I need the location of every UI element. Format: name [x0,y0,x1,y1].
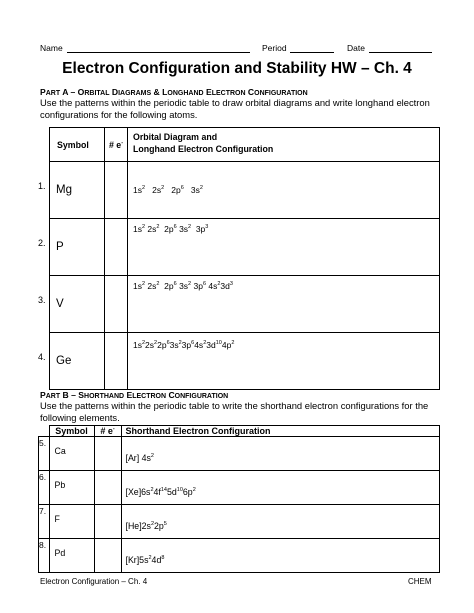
symbol-cell: P [50,219,105,276]
part-a-instructions: Use the patterns within the periodic table to draw orbital diagrams and write longhand electron configurations for the following atoms. [40,97,430,120]
col-config-header: Shorthand Electron Configuration [121,426,440,437]
electron-count-cell[interactable] [94,471,121,505]
config-cell[interactable]: $1s^22s^22p^63s^23p^64s^23d^{10}4p^2$ [128,333,440,390]
config-cell[interactable]: [Ar] $4s^2$ [121,437,440,471]
col-symbol-header: Symbol [50,128,105,162]
electron-count-cell[interactable] [105,276,128,333]
corner-cell [39,426,50,437]
row-number: 4. [38,352,46,362]
footer-left: Electron Configuration – Ch. 4 [40,577,148,586]
symbol-cell: V [50,276,105,333]
period-label: Period [262,43,287,53]
part-a-heading: PART A – ORBITAL DIAGRAMS & LONGHAND ELECTRON CONFIGURATION [40,87,308,97]
config-cell[interactable]: $1s^2$ $2s^2$ $2p^6$ $3s^2$ [128,162,440,219]
symbol-cell: Pd [49,539,94,573]
config-cell[interactable]: $[Xe]6s^24f^{14}5d^{10}6p^2$ [121,471,440,505]
name-field[interactable] [67,52,250,53]
page-title: Electron Configuration and Stability HW – Ch. 4 [62,60,412,77]
electron-count-cell[interactable] [105,162,128,219]
table-row [39,471,440,505]
col-symbol-header: Symbol [49,426,94,437]
symbol-cell: Ge [50,333,105,390]
symbol-cell: F [49,505,94,539]
part-b-table [38,425,440,573]
row-number: 1. [38,181,46,191]
config-cell[interactable]: $[He]2s^22p^5$ [121,505,440,539]
row-number: 6. [39,471,50,505]
table-row [39,505,440,539]
name-label: Name [40,43,63,53]
date-field[interactable] [369,52,432,53]
date-label: Date [347,43,365,53]
col-electrons-header: # e- [105,128,128,162]
row-number: 5. [39,437,50,471]
symbol-cell: Pb [49,471,94,505]
table-row [50,162,440,219]
electron-count-cell[interactable] [94,437,121,471]
electron-count-cell[interactable] [105,333,128,390]
row-number: 7. [39,505,50,539]
symbol-cell: Ca [49,437,94,471]
part-a-table [49,127,440,390]
table-row [39,437,440,471]
part-b-instructions: Use the patterns within the periodic table to write the shorthand electron configurations for the following elements. [40,400,429,423]
electron-count-cell[interactable] [105,219,128,276]
config-cell[interactable]: $1s^2$ $2s^2$ $2p^6$ $3s^2$ $3p^6$ $4s^23d^3$ [128,276,440,333]
period-field[interactable] [290,52,334,53]
row-number: 8. [39,539,50,573]
electron-count-cell[interactable] [94,505,121,539]
row-number: 2. [38,238,46,248]
config-cell[interactable]: $[Kr]5s^24d^8$ [121,539,440,573]
config-cell[interactable]: $1s^2$ $2s^2$ $2p^6$ $3s^2$ $3p^3$ [128,219,440,276]
table-row [50,219,440,276]
col-electrons-header: # e- [94,426,121,437]
table-row [39,539,440,573]
table-row [50,276,440,333]
col-config-header: Orbital Diagram and Longhand Electron Configuration [128,128,440,162]
symbol-cell: Mg [50,162,105,219]
footer-right: CHEM [408,577,432,586]
table-row [50,333,440,390]
row-number: 3. [38,295,46,305]
electron-count-cell[interactable] [94,539,121,573]
part-b-heading: PART B – SHORTHAND ELECTRON CONFIGURATION [40,390,229,400]
